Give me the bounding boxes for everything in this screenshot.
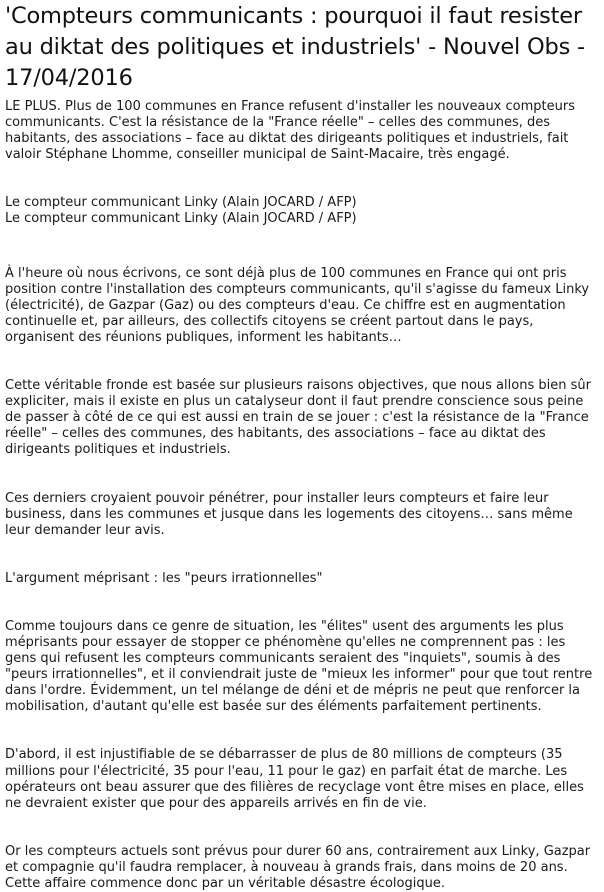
spacer bbox=[5, 812, 600, 844]
article-title: 'Compteurs communicants : pourquoi il faut resister au diktat des politiques et industriels' - Nouvel Obs - 17/04/2016 bbox=[5, 3, 585, 91]
article-paragraph: Or les compteurs actuels sont prévus pour durer 60 ans, contrairement aux Linky, Gazpar et compagnie qu'il faudra remplacer, à nouveau à grands frais, dans moins de 20 ans. Cette affaire commence donc par un véritable désastre écologique. bbox=[5, 843, 591, 891]
spacer bbox=[5, 346, 600, 378]
spacer bbox=[5, 539, 600, 571]
spacer bbox=[5, 715, 600, 747]
article-paragraph: Cette véritable fronde est basée sur plusieurs raisons objectives, que nous allons bien sûr expliciter, mais il existe en plus un catalyseur dont il faut prendre conscience sous peine de passer à côté de ce qui est aussi en train de se jouer : c'est la résistance de la "France réelle" – celles des communes, des habitants, des associations – face au diktat des dirigeants politiques et industriels. bbox=[5, 378, 591, 458]
spacer bbox=[5, 587, 600, 619]
article-page bbox=[0, 1, 604, 891]
article-paragraph: D'abord, il est injustifiable de se débarrasser de plus de 80 millions de compteurs (35 millions pour l'électricité, 35 pour l'eau, 11 pour le gaz) en parfait état de marche. Les opérateurs ont beau assurer que des filières de recyclage vont être mises en place, elles ne devraient exister que pour des appareils arrivés en fin de vie. bbox=[5, 747, 584, 811]
spacer bbox=[5, 179, 600, 195]
spacer bbox=[5, 459, 600, 491]
article-intro: LE PLUS. Plus de 100 communes en France refusent d'installer les nouveaux compteurs communicants. C'est la résistance de la "France réelle" – celles des communes, des habitants, des associations – face au diktat des dirigeants politiques et industriels, fait valoir Stéphane Lhomme, conseiller municipal de Saint-Macaire, très engagé. bbox=[5, 99, 575, 163]
spacer bbox=[5, 228, 600, 260]
article-subheading: L'argument méprisant : les "peurs irrationnelles" bbox=[5, 570, 323, 586]
image-caption: Le compteur communicant Linky (Alain JOCARD / AFP) bbox=[5, 211, 357, 227]
article-paragraph: Ces derniers croyaient pouvoir pénétrer, pour installer leurs compteurs et faire leur business, dans les communes et jusque dans les logements des citoyens… sans même leur demander leur avis. bbox=[5, 490, 573, 538]
article-paragraph: Comme toujours dans ce genre de situation, les "élites" usent des arguments les plus méprisants pour essayer de stopper ce phénomène qu'elles ne comprennent pas : les gens qui refusent les compteurs communicants seraient des "inquiets", soumis à des "peurs irrationnelles", et il conviendrait juste de "mieux les informer" pour que tout rentre dans l'ordre. Évidemment, un tel mélange de déni et de mépris ne peut que renforcer la mobilisation, d'autant qu'elle est basée sur des éléments parfaitement pertinents. bbox=[5, 618, 593, 715]
article-paragraph: À l'heure où nous écrivons, ce sont déjà plus de 100 communes en France qui ont pris position contre l'installation des compteurs communicants, qu'il s'agisse du fameux Linky (électricité), de Gazpar (Gaz) ou des compteurs d'eau. Ce chiffre est en augmentation continuelle et, par ailleurs, des collectifs citoyens se créent partout dans le pays, organisent des réunions publiques, informent les habitants… bbox=[5, 265, 590, 345]
image-caption: Le compteur communicant Linky (Alain JOCARD / AFP) bbox=[5, 195, 357, 211]
spacer bbox=[5, 163, 600, 179]
